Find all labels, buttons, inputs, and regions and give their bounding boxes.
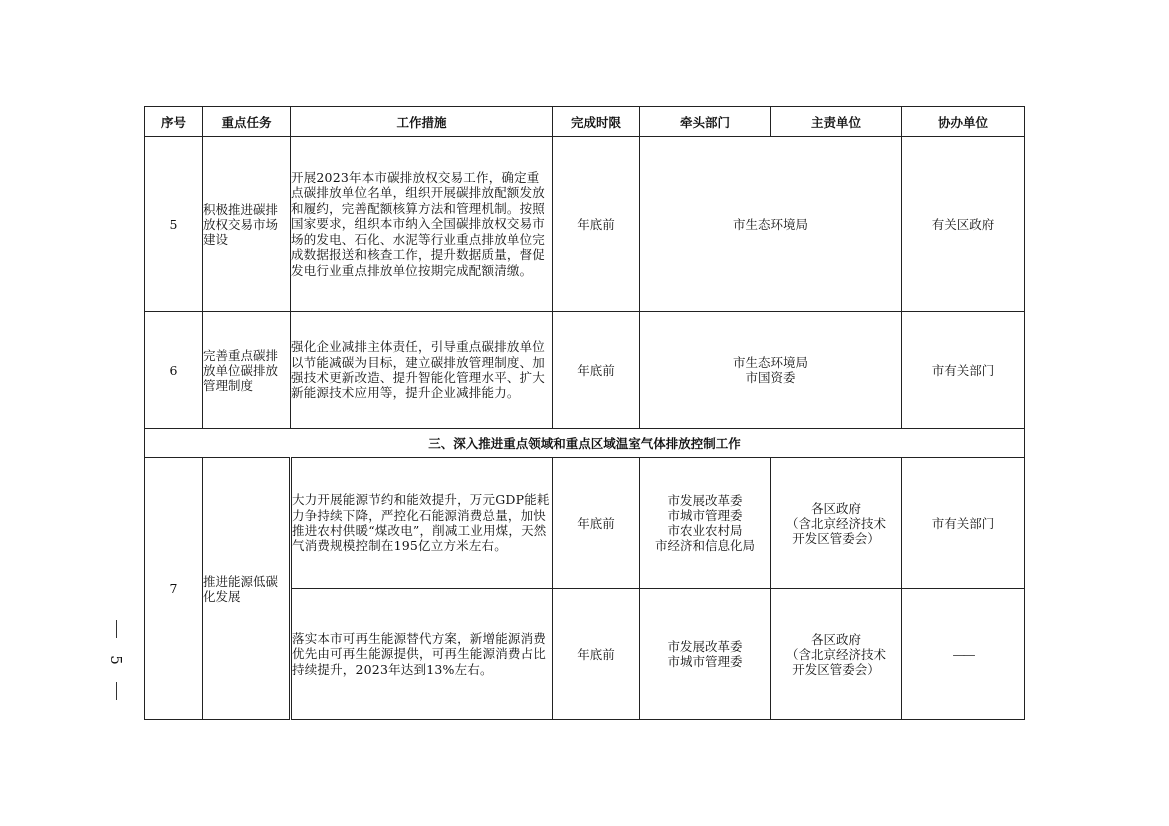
lead-department — [640, 312, 902, 429]
main-line: 各区政府 — [810, 631, 861, 647]
measure-text: 落实本市可再生能源替代方案，新增能源消费优先由可再生能源提供，可再生能源消费占比持续提升，2023年达到13%左右。 — [291, 589, 553, 720]
lead-line: 市国资委 — [745, 370, 796, 385]
section-title: 三、深入推进重点领域和重点区域温室气体排放控制工作 — [145, 429, 1025, 458]
lead-line: 市发展改革委 — [667, 493, 743, 508]
lead-line: 市城市管理委 — [667, 654, 743, 669]
header-row — [145, 107, 1025, 137]
task-name: 推进能源低碳化发展 — [203, 458, 291, 720]
main-line: 开发区管委会） — [792, 661, 880, 677]
main-line: （含北京经济技术 — [785, 646, 886, 662]
task-name: 积极推进碳排放权交易市场建设 — [203, 137, 291, 312]
main-unit — [771, 589, 902, 720]
col-header-assist: 协办单位 — [902, 107, 1025, 137]
table-row — [145, 137, 1025, 312]
col-header-main: 主责单位 — [771, 107, 902, 137]
main-line: （含北京经济技术 — [785, 515, 886, 531]
assist-unit: 市有关部门 — [902, 458, 1025, 589]
lead-line: 市经济和信息化局 — [654, 538, 755, 553]
page-number-bar-top — [116, 620, 117, 638]
deadline: 年底前 — [553, 137, 640, 312]
task-name: 完善重点碳排放单位碳排放管理制度 — [203, 312, 291, 429]
table-row — [145, 458, 1025, 589]
lead-line: 市城市管理委 — [667, 508, 743, 523]
deadline: 年底前 — [553, 458, 640, 589]
row-number: 5 — [145, 137, 203, 312]
empty-dash: —— — [952, 646, 974, 662]
col-header-task: 重点任务 — [203, 107, 291, 137]
deadline: 年底前 — [553, 589, 640, 720]
lead-line: 市生态环境局 — [732, 355, 808, 370]
col-header-lead: 牵头部门 — [640, 107, 771, 137]
col-header-no: 序号 — [145, 107, 203, 137]
page-number — [104, 620, 128, 700]
lead-department: 市生态环境局 — [640, 137, 902, 312]
table-row — [145, 312, 1025, 429]
assist-unit: 市有关部门 — [902, 312, 1025, 429]
lead-department — [640, 589, 771, 720]
measure-text: 开展2023年本市碳排放权交易工作，确定重点碳排放单位名单，组织开展碳排放配额发放和履约，完善配额核算方法和管理机制。按照国家要求，组织本市纳入全国碳排放权交易市场的发电、石化、水泥等行业重点排放单位完成数据报送和核查工作，提升数据质量，督促发电行业重点排放单位按期完成配额清缴。 — [291, 137, 553, 312]
col-header-measure: 工作措施 — [291, 107, 553, 137]
deadline: 年底前 — [553, 312, 640, 429]
page-number-text: 5 — [106, 655, 125, 665]
section-row — [145, 429, 1025, 458]
main-line: 各区政府 — [810, 500, 861, 516]
lead-line: 市发展改革委 — [667, 639, 743, 654]
measure-text: 强化企业减排主体责任，引导重点碳排放单位以节能减碳为目标，建立碳排放管理制度、加强技术更新改造、提升智能化管理水平、扩大新能源技术应用等，提升企业减排能力。 — [291, 312, 553, 429]
lead-department — [640, 458, 771, 589]
col-header-deadline: 完成时限 — [553, 107, 640, 137]
measure-text: 大力开展能源节约和能效提升，万元GDP能耗力争持续下降，严控化石能源消费总量，加快推进农村供暖“煤改电”，削减工业用煤，天然气消费规模控制在195亿立方米左右。 — [291, 458, 553, 589]
row-number: 7 — [145, 458, 203, 720]
assist-unit: 有关区政府 — [902, 137, 1025, 312]
main-line: 开发区管委会） — [792, 530, 880, 546]
page-number-bar-bottom — [116, 682, 117, 700]
row-number: 6 — [145, 312, 203, 429]
task-table — [144, 106, 1025, 720]
main-unit — [771, 458, 902, 589]
assist-unit — [902, 589, 1025, 720]
lead-line: 市农业农村局 — [667, 523, 743, 538]
